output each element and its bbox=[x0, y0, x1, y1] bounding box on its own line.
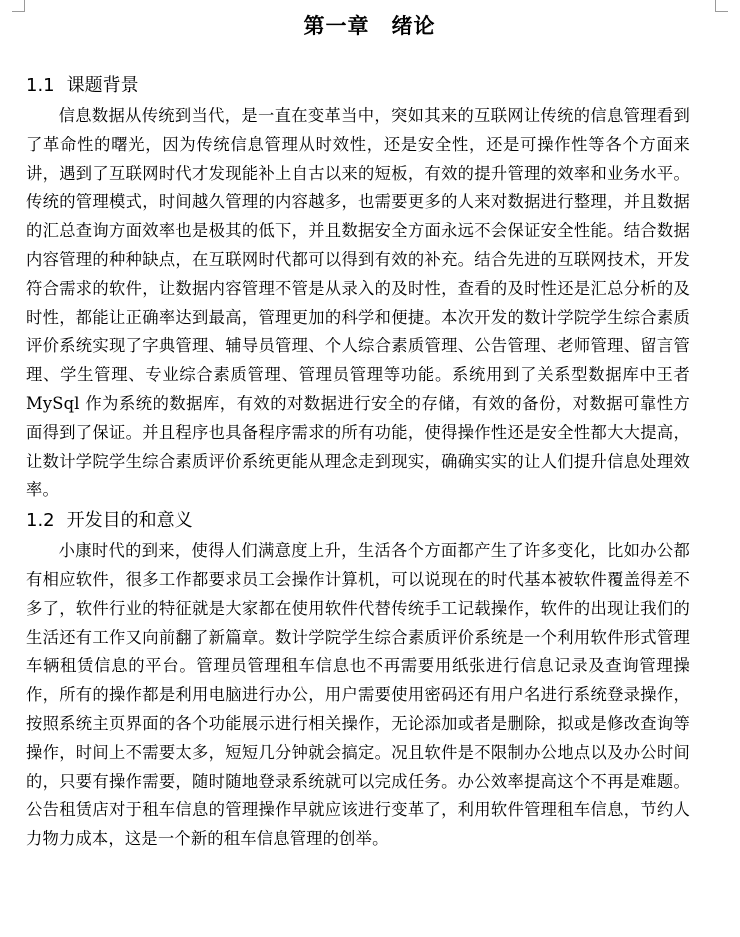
section-number: 1.1 bbox=[26, 75, 55, 96]
page-corner-mark-left bbox=[12, 0, 25, 12]
section-title: 开发目的和意义 bbox=[66, 510, 193, 532]
section-paragraph-1-1: 信息数据从传统到当代，是一直在变革当中，突如其来的互联网让传统的信息管理看到了革命性的曙光，因为传统信息管理从时效性，还是安全性，还是可操作性等各个方面来讲，遇到了互联网时代才发现能补上自古以来的短板，有效的提升管理的效率和业务水平。传统的管理模式，时间越久管理的内容越多，也需要更多的人来对数据进行整理，并且数据的汇总查询方面效率也是极其的低下，并且数据安全方面永远不会保证安全性能。结合数据内容管理的种种缺点，在互联网时代都可以得到有效的补充。结合先进的互联网技术，开发符合需求的软件，让数据内容管理不管是从录入的及时性，查看的及时性还是汇总分析的及时性，都能让正确率达到最高，管理更加的科学和便捷。本次开发的数计学院学生综合素质评价系统实现了字典管理、辅导员管理、个人综合素质管理、公告管理、老师管理、留言管理、学生管理、专业综合素质管理、管理员管理等功能。系统用到了关系型数据库中王者 MySql 作为系统的数据库，有效的对数据进行安全的存储，有效的备份，对数据可靠性方面得到了保证。并且程序也具备程序需求的所有功能，使得操作性还是安全性都大大提高，让数计学院学生综合素质评价系统更能从理念走到现实，确确实实的让人们提升信息处理效率。 bbox=[26, 106, 690, 500]
section-heading-1-2 bbox=[26, 509, 690, 533]
section-heading-1-1 bbox=[26, 74, 690, 98]
section-title: 课题背景 bbox=[66, 75, 139, 96]
section-number: 1.2 bbox=[26, 510, 55, 532]
chapter-title: 第一章 绪论 bbox=[303, 14, 436, 38]
page-corner-mark-right bbox=[715, 0, 728, 12]
section-paragraph-1-2: 小康时代的到来，使得人们满意度上升，生活各个方面都产生了许多变化，比如办公都有相应软件，很多工作都要求员工会操作计算机，可以说现在的时代基本被软件覆盖得差不多了，软件行业的特征就是大家都在使用软件代替传统手工记载操作，软件的出现让我们的生活还有工作又向前翻了新篇章。数计学院学生综合素质评价系统是一个利用软件形式管理车辆租赁信息的平台。管理员管理租车信息也不再需要用纸张进行信息记录及查询管理操作，所有的操作都是利用电脑进行办公，用户需要使用密码还有用户名进行系统登录操作，按照系统主页界面的各个功能展示进行相关操作，无论添加或者是删除，拟或是修改查询等操作，时间上不需要太多，短短几分钟就会搞定。况且软件是不限制办公地点以及办公时间的，只要有操作需要，随时随地登录系统就可以完成任务。办公效率提高这个不再是难题。公告租赁店对于租车信息的管理操作早就应该进行变革了，利用软件管理租车信息，节约人力物力成本，这是一个新的租车信息管理的创举。 bbox=[26, 541, 690, 849]
document-page bbox=[26, 0, 690, 854]
